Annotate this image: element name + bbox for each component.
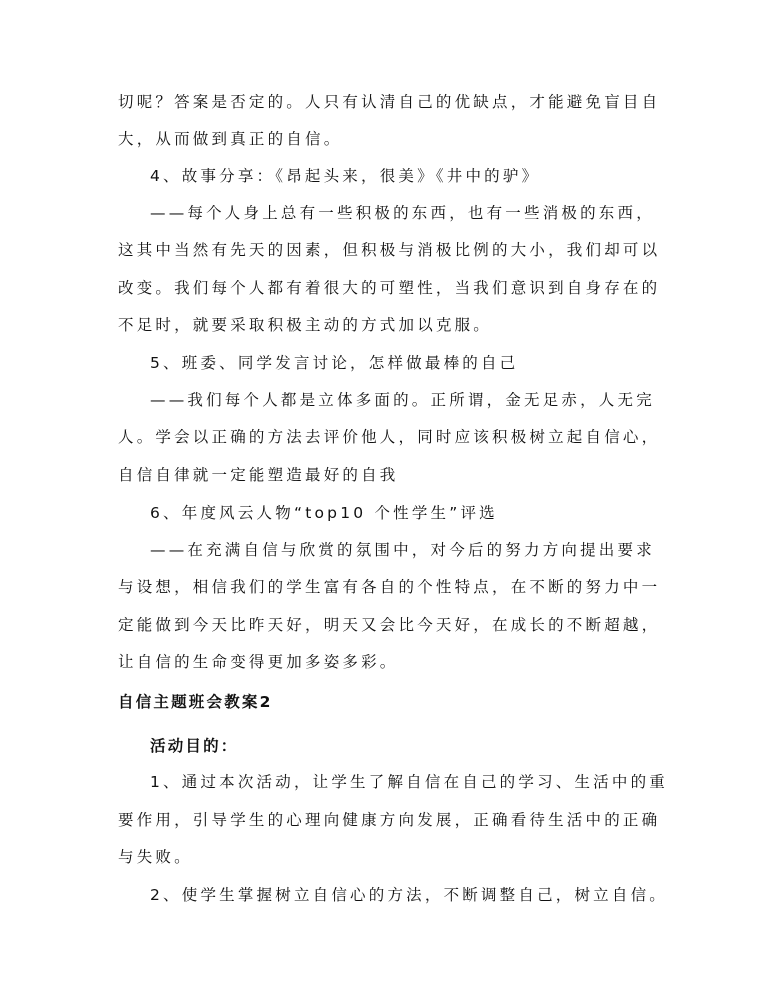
body-text-line: ——在充满自信与欣赏的氛围中，对今后的努力方向提出要求 xyxy=(150,541,655,559)
body-text-line: 这其中当然有先天的因素，但积极与消极比例的大小，我们却可以 xyxy=(118,241,661,259)
body-text-line: 要作用，引导学生的心理向健康方向发展，正确看待生活中的正确 xyxy=(118,811,661,829)
body-text-line: 与设想，相信我们的学生富有各自的个性特点，在不断的努力中一 xyxy=(118,578,661,596)
body-text-line: 切呢？答案是否定的。人只有认清自己的优缺点，才能避免盲目自 xyxy=(118,93,661,111)
body-text-line: 大，从而做到真正的自信。 xyxy=(118,130,343,148)
section-heading: 5、班委、同学发言讨论，怎样做最棒的自己 xyxy=(150,354,519,372)
body-text-line: 2、使学生掌握树立自信心的方法，不断调整自己，树立自信。 xyxy=(150,886,668,904)
body-text-line: ——每个人身上总有一些积极的东西，也有一些消极的东西， xyxy=(150,204,655,222)
section-heading: 4、故事分享：《昂起头来，很美》《井中的驴》 xyxy=(150,167,541,185)
body-text-line: 改变。我们每个人都有着很大的可塑性，当我们意识到自身存在的 xyxy=(118,279,661,297)
body-text-line: 不足时，就要采取积极主动的方式加以克服。 xyxy=(118,316,493,334)
section-heading: 6、年度风云人物“top10 个性学生”评选 xyxy=(150,504,498,522)
body-text-line: 1、通过本次活动，让学生了解自信在自己的学习、生活中的重 xyxy=(150,773,668,791)
body-text-line: ——我们每个人都是立体多面的。正所谓，金无足赤，人无完 xyxy=(150,391,655,409)
section-heading: 活动目的： xyxy=(150,737,239,755)
body-text-line: 让自信的生命变得更加多姿多彩。 xyxy=(118,653,399,671)
body-text-line: 定能做到今天比昨天好，明天又会比今天好，在成长的不断超越， xyxy=(118,616,661,634)
body-text-line: 自信自律就一定能塑造最好的自我 xyxy=(118,466,399,484)
document-subtitle: 自信主题班会教案2 xyxy=(118,693,273,711)
body-text-line: 人。学会以正确的方法去评价他人，同时应该积极树立起自信心， xyxy=(118,428,661,446)
body-text-line: 与失败。 xyxy=(118,848,193,866)
